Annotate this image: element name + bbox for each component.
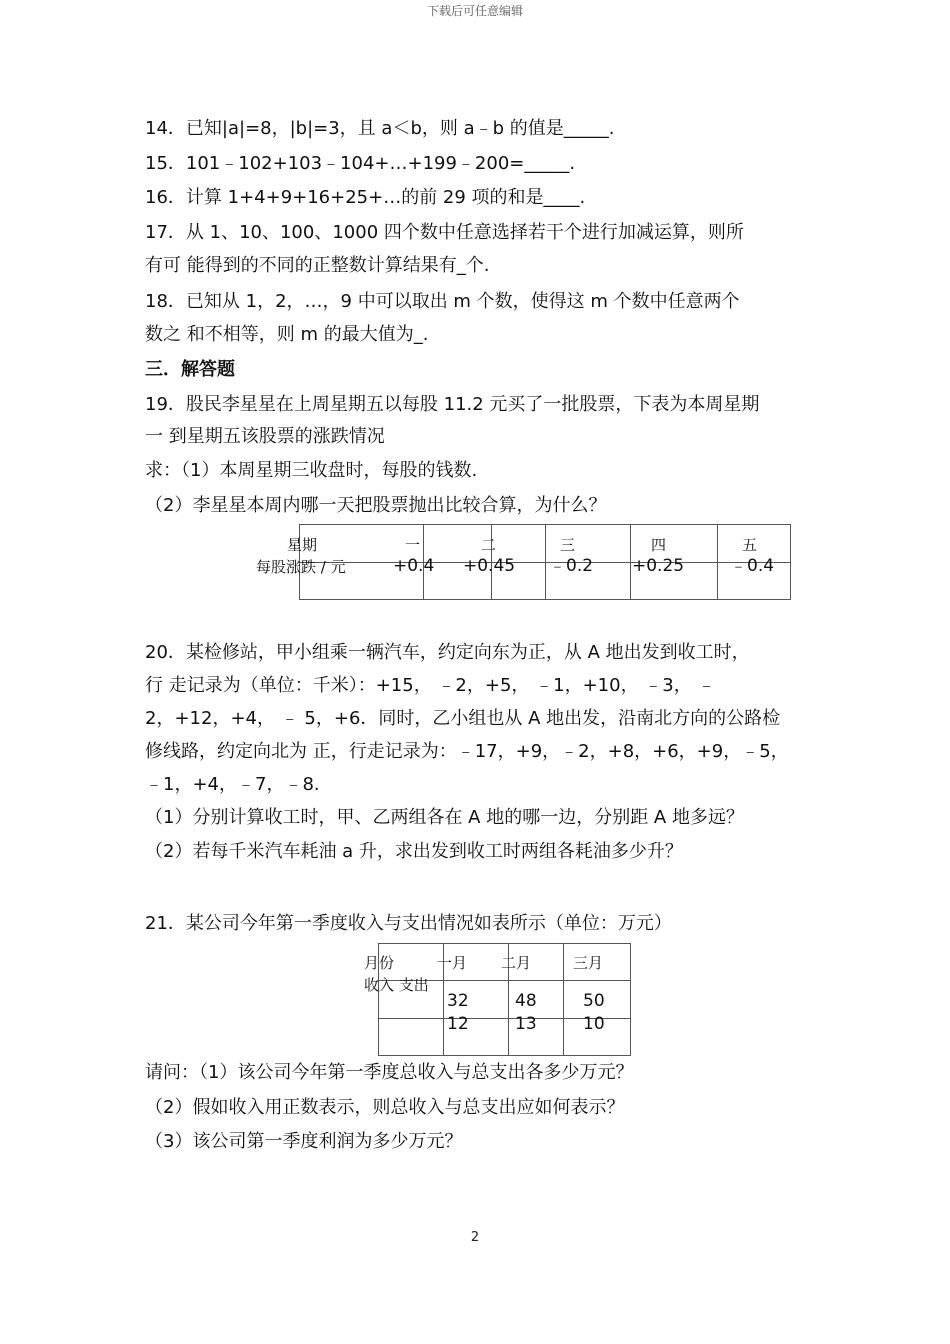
- table-header-feb: 二月: [501, 954, 532, 972]
- question-17-line-2: 有可 能得到的不同的正整数计算结果有_个.: [145, 255, 490, 276]
- income-feb: 48: [515, 991, 537, 1011]
- question-19-line-1: 19．股民李星星在上周星期五以每股 11.2 元买了一批股票，下表为本周星期: [145, 394, 760, 415]
- table-cell-tue: +0.45: [463, 556, 516, 576]
- table-cell-mon: +0.4: [393, 556, 435, 576]
- table-header-mar: 三月: [573, 954, 604, 972]
- question-21-part-1: 请问：（1）该公司今年第一季度总收入与总支出各多少万元？: [145, 1062, 634, 1083]
- question-20-line-1: 20．某检修站，甲小组乘一辆汽车，约定向东为正，从 A 地出发到收工时，: [145, 642, 750, 663]
- table-header-tue: 二: [481, 536, 497, 554]
- expense-jan: 12: [447, 1014, 469, 1034]
- table-cell-fri: ﹣0.4: [730, 556, 775, 576]
- table-header-month: 月份: [364, 954, 395, 972]
- section-heading: 三．解答题: [145, 359, 235, 380]
- question-20-line-4: 修线路，约定向北为 正，行走记录为：﹣17，+9，﹣2，+8，+6，+9，﹣5，: [145, 741, 789, 762]
- income-mar: 50: [583, 991, 605, 1011]
- question-14: 14．已知|a|=8，|b|=3，且 a＜b，则 a﹣b 的值是_____.: [145, 118, 615, 139]
- table-header-jan: 一月: [437, 954, 468, 972]
- page-number: 2: [470, 1230, 480, 1245]
- question-21-part-3: （3）该公司第一季度利润为多少万元？: [145, 1131, 463, 1152]
- table-cell-wed: ﹣0.2: [549, 556, 594, 576]
- expense-mar: 10: [583, 1014, 605, 1034]
- question-18-line-2: 数之 和不相等，则 m 的最大值为_.: [145, 324, 429, 345]
- question-20-line-3: 2，+12，+4， ﹣ 5，+6．同时，乙小组也从 A 地出发，沿南北方向的公路检: [145, 708, 781, 729]
- question-16: 16．计算 1+4+9+16+25+…的前 29 项的和是____.: [145, 187, 586, 208]
- question-20-part-2: （2）若每千米汽车耗油 a 升，求出发到收工时两组各耗油多少升？: [145, 841, 683, 862]
- table-header-weekday: 星期: [287, 536, 318, 554]
- question-19-part-1: 求：（1）本周星期三收盘时，每股的钱数.: [145, 460, 478, 481]
- question-15: 15．101﹣102+103﹣104+…+199﹣200=_____.: [145, 153, 576, 174]
- expense-feb: 13: [515, 1014, 537, 1034]
- table-row-label: 每股涨跌 / 元: [256, 558, 346, 576]
- table-header-mon: 一: [405, 536, 421, 554]
- question-20-line-5: ﹣1，+4，﹣7，﹣8.: [145, 774, 320, 795]
- table-cell-thu: +0.25: [632, 556, 685, 576]
- question-20-line-2: 行 走记录为（单位：千米）：+15， ﹣2，+5， ﹣1，+10， ﹣3， ﹣: [145, 675, 716, 696]
- table-row-labels: 收入 支出: [364, 976, 429, 994]
- question-21-intro: 21．某公司今年第一季度收入与支出情况如表所示（单位：万元）: [145, 913, 672, 934]
- page-header: 下载后可任意编辑: [426, 4, 523, 18]
- question-21-part-2: （2）假如收入用正数表示，则总收入与总支出应如何表示？: [145, 1097, 625, 1118]
- question-19-line-2: 一 到星期五该股票的涨跌情况: [145, 426, 385, 447]
- question-19-part-2: （2）李星星本周内哪一天把股票抛出比较合算，为什么？: [145, 495, 607, 516]
- table-header-thu: 四: [651, 536, 667, 554]
- table-header-wed: 三: [560, 536, 576, 554]
- question-17-line-1: 17．从 1、10、100、1000 四个数中任意选择若干个进行加减运算，则所: [145, 222, 744, 243]
- income-jan: 32: [447, 991, 469, 1011]
- table-header-fri: 五: [742, 536, 758, 554]
- question-20-part-1: （1）分别计算收工时，甲、乙两组各在 A 地的哪一边，分别距 A 地多远？: [145, 807, 744, 828]
- question-18-line-1: 18．已知从 1，2，…，9 中可以取出 m 个数，使得这 m 个数中任意两个: [145, 291, 740, 312]
